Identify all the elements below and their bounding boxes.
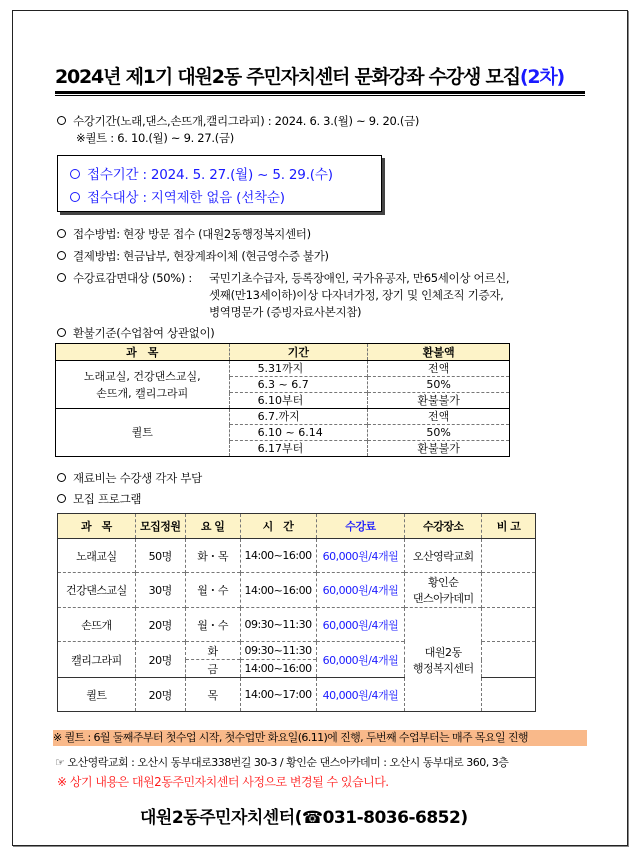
discount-label: 수강료감면대상 (50%) : bbox=[73, 271, 192, 285]
capacity-cell: 20명 bbox=[135, 642, 185, 678]
change-notice: ※ 상기 내용은 대원2동주민자치센터 사정으로 변경될 수 있습니다. bbox=[57, 775, 389, 789]
fee-cell: 60,000원/4개월 bbox=[316, 608, 405, 642]
subject-line: 노래교실, 건강댄스교실, bbox=[83, 369, 201, 383]
bullet-icon bbox=[57, 251, 66, 260]
title-underline bbox=[55, 91, 585, 94]
subject-cell: 퀼트 bbox=[58, 678, 136, 712]
subject-cell: 손뜨개 bbox=[58, 608, 136, 642]
discount-item: 국민기초수급자, 등록장애인, 국가유공자, 만65세이상 어르신, bbox=[209, 271, 510, 285]
bullet-icon bbox=[70, 169, 80, 179]
column-header: 과 목 bbox=[56, 344, 230, 361]
title-suffix: (2차) bbox=[519, 66, 565, 88]
note-cell bbox=[482, 678, 536, 712]
quilt-period: ※퀼트 : 6. 10.(월) ~ 9. 27.(금) bbox=[76, 131, 234, 145]
time-cell: 14:00~16:00 bbox=[240, 573, 316, 608]
place-line: 황인순 bbox=[428, 576, 459, 589]
materials-text: 재료비는 수강생 각자 부담 bbox=[73, 471, 202, 485]
discount-item: 병역명문가 (증빙자료사본지참) bbox=[209, 305, 362, 319]
note-cell bbox=[482, 642, 536, 678]
time-cell: 09:30~11:30 bbox=[240, 642, 316, 660]
period-line bbox=[57, 113, 419, 129]
amount-cell: 50% bbox=[368, 377, 510, 393]
days-cell: 화 bbox=[185, 642, 240, 660]
subject-cell: 퀼트 bbox=[56, 409, 230, 457]
discount-line bbox=[57, 270, 192, 286]
bullet-icon bbox=[57, 473, 66, 482]
amount-cell: 환불불가 bbox=[368, 441, 510, 457]
days-cell: 월・수 bbox=[185, 608, 240, 642]
table-row bbox=[58, 573, 536, 608]
quilt-note: ※ 퀼트 : 6월 둘째주부터 첫수업 시작, 첫수업만 화요일(6.11)에 진행, 두번째 수업부터는 매주 목요일 진행 bbox=[53, 730, 587, 746]
program-heading-text: 모집 프로그램 bbox=[73, 492, 142, 506]
table-row bbox=[58, 539, 536, 573]
payment-line bbox=[57, 248, 329, 264]
title-underline-thin bbox=[55, 95, 585, 96]
period-cell: 6.3 ~ 6.7 bbox=[229, 377, 368, 393]
registration-period bbox=[70, 163, 333, 183]
method-text: 접수방법: 현장 방문 접수 (대원2동행정복지센터) bbox=[73, 227, 311, 241]
refund-heading-text: 환불기준(수업참여 상관없이) bbox=[73, 326, 215, 340]
fee-cell: 40,000원/4개월 bbox=[316, 678, 405, 712]
amount-cell: 50% bbox=[368, 425, 510, 441]
capacity-cell: 30명 bbox=[135, 573, 185, 608]
note-cell bbox=[482, 608, 536, 642]
refund-table bbox=[55, 343, 510, 457]
table-row bbox=[58, 608, 536, 642]
subject-cell bbox=[56, 361, 230, 409]
bullet-icon bbox=[57, 273, 66, 282]
period-cell: 6.10부터 bbox=[229, 393, 368, 409]
refund-heading bbox=[57, 325, 214, 341]
bullet-icon bbox=[57, 494, 66, 503]
center-name: 대원2동주민자치센터( bbox=[140, 808, 302, 828]
column-header: 비 고 bbox=[482, 514, 536, 539]
registration-box bbox=[57, 155, 382, 212]
days-cell: 금 bbox=[185, 660, 240, 678]
column-header: 시 간 bbox=[240, 514, 316, 539]
subject-cell: 노래교실 bbox=[58, 539, 136, 573]
place-line: 행정복지센터 bbox=[412, 661, 474, 675]
fee-cell: 60,000원/4개월 bbox=[316, 642, 405, 678]
phone-icon: ☎ bbox=[301, 808, 323, 828]
footer-contact bbox=[140, 803, 468, 828]
title-main: 2024년 제1기 대원2동 주민자치센터 문화강좌 수강생 모집 bbox=[55, 66, 520, 88]
time-cell: 14:00~16:00 bbox=[240, 660, 316, 678]
column-header: 수강장소 bbox=[405, 514, 482, 539]
place-cell bbox=[405, 608, 482, 712]
table-row bbox=[56, 361, 510, 377]
days-cell: 화・목 bbox=[185, 539, 240, 573]
subject-cell: 캘리그라피 bbox=[58, 642, 136, 678]
bullet-icon bbox=[70, 192, 80, 202]
materials-line bbox=[57, 470, 202, 486]
table-header-row bbox=[56, 344, 510, 361]
time-cell: 09:30~11:30 bbox=[240, 608, 316, 642]
program-table bbox=[57, 513, 536, 712]
time-cell: 14:00~17:00 bbox=[240, 678, 316, 712]
period-cell: 6.17부터 bbox=[229, 441, 368, 457]
note-cell bbox=[482, 573, 536, 608]
amount-cell: 전액 bbox=[368, 409, 510, 425]
days-cell: 월・수 bbox=[185, 573, 240, 608]
place-cell: 오산영락교회 bbox=[405, 539, 482, 573]
registration-period-text: 접수기간 : 2024. 5. 27.(월) ~ 5. 29.(수) bbox=[87, 167, 333, 183]
table-row bbox=[56, 409, 510, 425]
column-header: 수강료 bbox=[316, 514, 405, 539]
program-heading bbox=[57, 491, 141, 507]
amount-cell: 전액 bbox=[368, 361, 510, 377]
column-header: 모집정원 bbox=[135, 514, 185, 539]
address-note: ☞ 오산영락교회 : 오산시 동부대로338번길 30-3 / 황인순 댄스아카데미 : 오산시 동부대로 360, 3층 bbox=[55, 756, 509, 769]
capacity-cell: 20명 bbox=[135, 678, 185, 712]
fee-cell: 60,000원/4개월 bbox=[316, 573, 405, 608]
amount-cell: 환불불가 bbox=[368, 393, 510, 409]
payment-text: 결제방법: 현금납부, 현장계좌이체 (현금영수증 불가) bbox=[73, 249, 329, 263]
time-cell: 14:00~16:00 bbox=[240, 539, 316, 573]
page-title bbox=[55, 62, 564, 89]
period-cell: 5.31까지 bbox=[229, 361, 368, 377]
method-line bbox=[57, 226, 311, 242]
bullet-icon bbox=[57, 116, 66, 125]
registration-target-text: 접수대상 : 지역제한 없음 (선착순) bbox=[87, 190, 285, 206]
phone-number: 031-8036-6852) bbox=[322, 808, 468, 828]
capacity-cell: 50명 bbox=[135, 539, 185, 573]
place-line: 댄스아카데미 bbox=[412, 592, 474, 605]
bullet-icon bbox=[57, 229, 66, 238]
period-cell: 6.10 ~ 6.14 bbox=[229, 425, 368, 441]
place-cell bbox=[405, 573, 482, 608]
column-header: 과 목 bbox=[58, 514, 136, 539]
fee-cell: 60,000원/4개월 bbox=[316, 539, 405, 573]
subject-cell: 건강댄스교실 bbox=[58, 573, 136, 608]
period-text: 수강기간(노래,댄스,손뜨개,캘리그라피) : 2024. 6. 3.(월) ~ 9. 20.(금) bbox=[73, 114, 420, 128]
bullet-icon bbox=[57, 328, 66, 337]
registration-target bbox=[70, 186, 285, 206]
discount-item: 셋째(만13세이하)이상 다자녀가정, 장기 및 인체조직 기증자, bbox=[209, 288, 504, 302]
subject-line: 손뜨개, 캘리그라피 bbox=[96, 386, 189, 400]
place-line: 대원2동 bbox=[424, 645, 462, 659]
table-header-row bbox=[58, 514, 536, 539]
note-cell bbox=[482, 539, 536, 573]
column-header: 기간 bbox=[229, 344, 368, 361]
column-header: 환불액 bbox=[368, 344, 510, 361]
column-header: 요 일 bbox=[185, 514, 240, 539]
days-cell: 목 bbox=[185, 678, 240, 712]
period-cell: 6.7.까지 bbox=[229, 409, 368, 425]
capacity-cell: 20명 bbox=[135, 608, 185, 642]
